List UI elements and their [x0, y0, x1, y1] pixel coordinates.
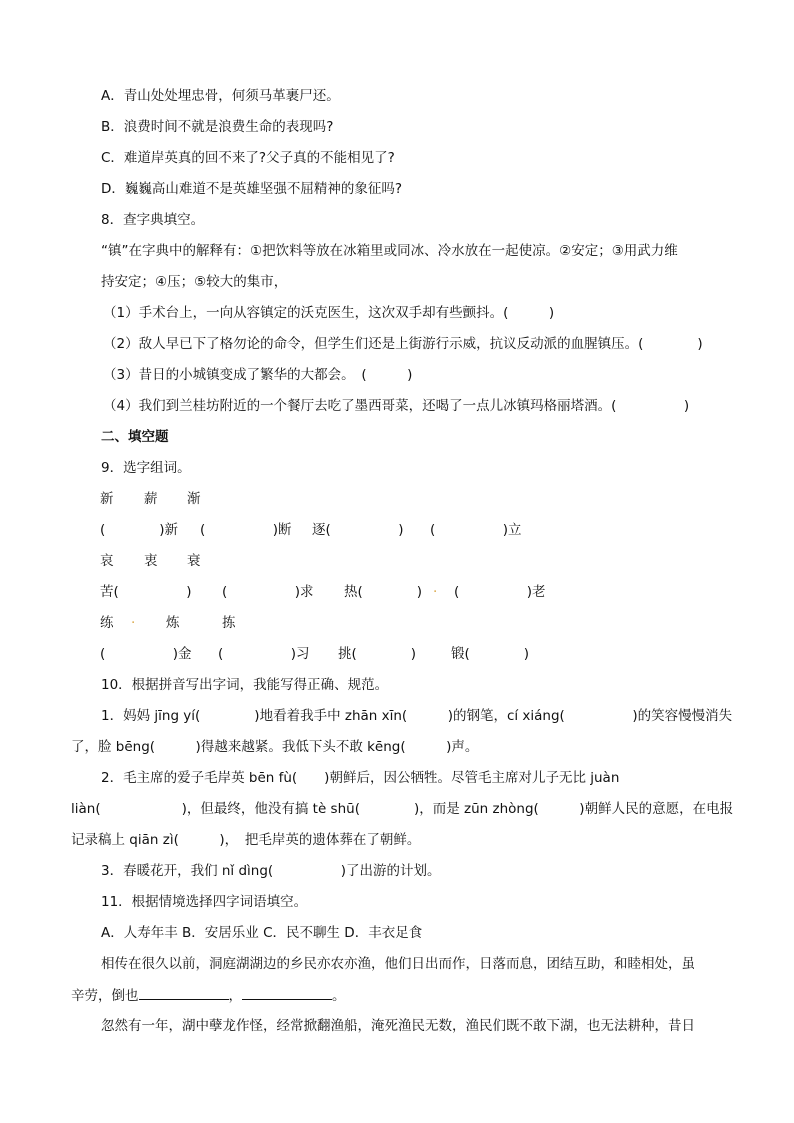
- section-heading: 二、填空题: [101, 429, 169, 445]
- q11-title: 11．根据情境选择四字词语填空。: [101, 894, 308, 910]
- answer-blank[interactable]: [242, 985, 332, 1000]
- q10-title: 10．根据拼音写出字词，我能写得正确、规范。: [101, 677, 389, 693]
- q9-char: 炼: [166, 615, 180, 631]
- q8-item-1: （1）手术台上，一向从容镇定的沃克医生，这次双手却有些颤抖。( ): [103, 305, 555, 321]
- q7-option-b: B．浪费时间不就是浪费生命的表现吗?: [101, 119, 334, 135]
- q8-item-4: （4）我们到兰桂坊附近的一个餐厅去吃了墨西哥菜，还喝了一点儿冰镇玛格丽塔酒。( ): [103, 398, 690, 414]
- q9-char: 练: [100, 615, 114, 631]
- q10-item1-line1: 1．妈妈 jīng yí( )地看着我手中 zhān xīn( )的钢笔，cí xiáng( )的笑容慢慢消失: [101, 708, 733, 724]
- q9-blank-cell: 热( ): [344, 584, 423, 600]
- q9-blank-cell: 挑( ): [338, 646, 417, 662]
- q9-blank-cell: ( )老: [454, 584, 546, 600]
- q10-item2-line1: 2．毛主席的爱子毛岸英 bēn fù( )朝鲜后，因公牺牲。尽管毛主席对儿子无比 juàn: [101, 770, 620, 786]
- q8-definition-line2: 持安定；④压；⑤较大的集市，: [101, 274, 288, 290]
- q11-paragraph1-line2: [71, 985, 346, 1006]
- decorative-dot: ·: [131, 615, 136, 631]
- q8-item-2: （2）敌人早已下了格勿论的命令，但学生们还是上街游行示威，抗议反动派的血腥镇压。( ): [103, 336, 703, 352]
- q10-item1-line2: 了，脸 bēng( )得越来越紧。我低下头不敢 kēng( )声。: [71, 739, 479, 755]
- q9-blank-cell: 苦( ): [100, 584, 192, 600]
- q9-char: 拣: [222, 615, 236, 631]
- q7-option-a: A．青山处处埋忠骨，何须马革裹尸还。: [101, 88, 340, 104]
- q9-blank-cell: ( )立: [430, 522, 522, 538]
- decorative-dot: ·: [433, 584, 438, 600]
- q9-blank-cell: 锻( ): [451, 646, 530, 662]
- q9-blank-cell: ( )习: [218, 646, 310, 662]
- q9-char: 衰: [187, 553, 201, 569]
- q8-title: 8．查字典填空。: [101, 212, 205, 228]
- q11-options: A．人寿年丰 B．安居乐业 C．民不聊生 D．丰衣足食: [101, 925, 423, 941]
- q11-text: 。: [332, 988, 346, 1004]
- q9-char: 渐: [187, 491, 201, 507]
- q10-item2-line3: 记录稿上 qiān zì( )， 把毛岸英的遗体葬在了朝鲜。: [71, 832, 421, 848]
- q7-option-d: D．巍巍高山难道不是英雄坚强不屈精神的象征吗?: [101, 181, 403, 197]
- q10-item3: 3．春暖花开，我们 nǐ dìng( )了出游的计划。: [101, 863, 441, 879]
- q9-blank-cell: ( )金: [100, 646, 192, 662]
- q8-item-3: （3）昔日的小城镇变成了繁华的大都会。 ( ): [103, 367, 413, 383]
- q9-char: 哀: [100, 553, 114, 569]
- q9-char: 薪: [144, 491, 158, 507]
- q7-option-c: C．难道岸英真的回不来了?父子真的不能相见了?: [101, 150, 395, 166]
- q11-text: 辛劳，倒也: [71, 988, 139, 1004]
- q11-paragraph2-line1: 忽然有一年，湖中孽龙作怪，经常掀翻渔船，淹死渔民无数，渔民们既不敢下湖，也无法耕种，昔日: [101, 1018, 695, 1034]
- q11-text: ，: [228, 988, 242, 1004]
- q9-blank-cell: ( )断: [200, 522, 292, 538]
- q10-item2-line2: liàn( )，但最终，他没有搞 tè shū( )，而是 zūn zhòng( )朝鲜人民的意愿，在电报: [71, 801, 734, 817]
- q9-blank-cell: 逐( ): [312, 522, 404, 538]
- q9-char: 新: [100, 491, 114, 507]
- q8-definition-line1: “镇”在字典中的解释有：①把饮料等放在冰箱里或同冰、冷水放在一起使凉。②安定；③用武力维: [101, 243, 678, 259]
- q9-title: 9．选字组词。: [101, 460, 191, 476]
- answer-blank[interactable]: [139, 985, 229, 1000]
- q9-blank-cell: ( )新: [100, 522, 179, 538]
- q9-blank-cell: ( )求: [222, 584, 314, 600]
- q11-paragraph1-line1: 相传在很久以前，洞庭湖湖边的乡民亦农亦渔，他们日出而作，日落而息，团结互助，和睦相处，虽: [101, 956, 695, 972]
- q9-char: 衷: [144, 553, 158, 569]
